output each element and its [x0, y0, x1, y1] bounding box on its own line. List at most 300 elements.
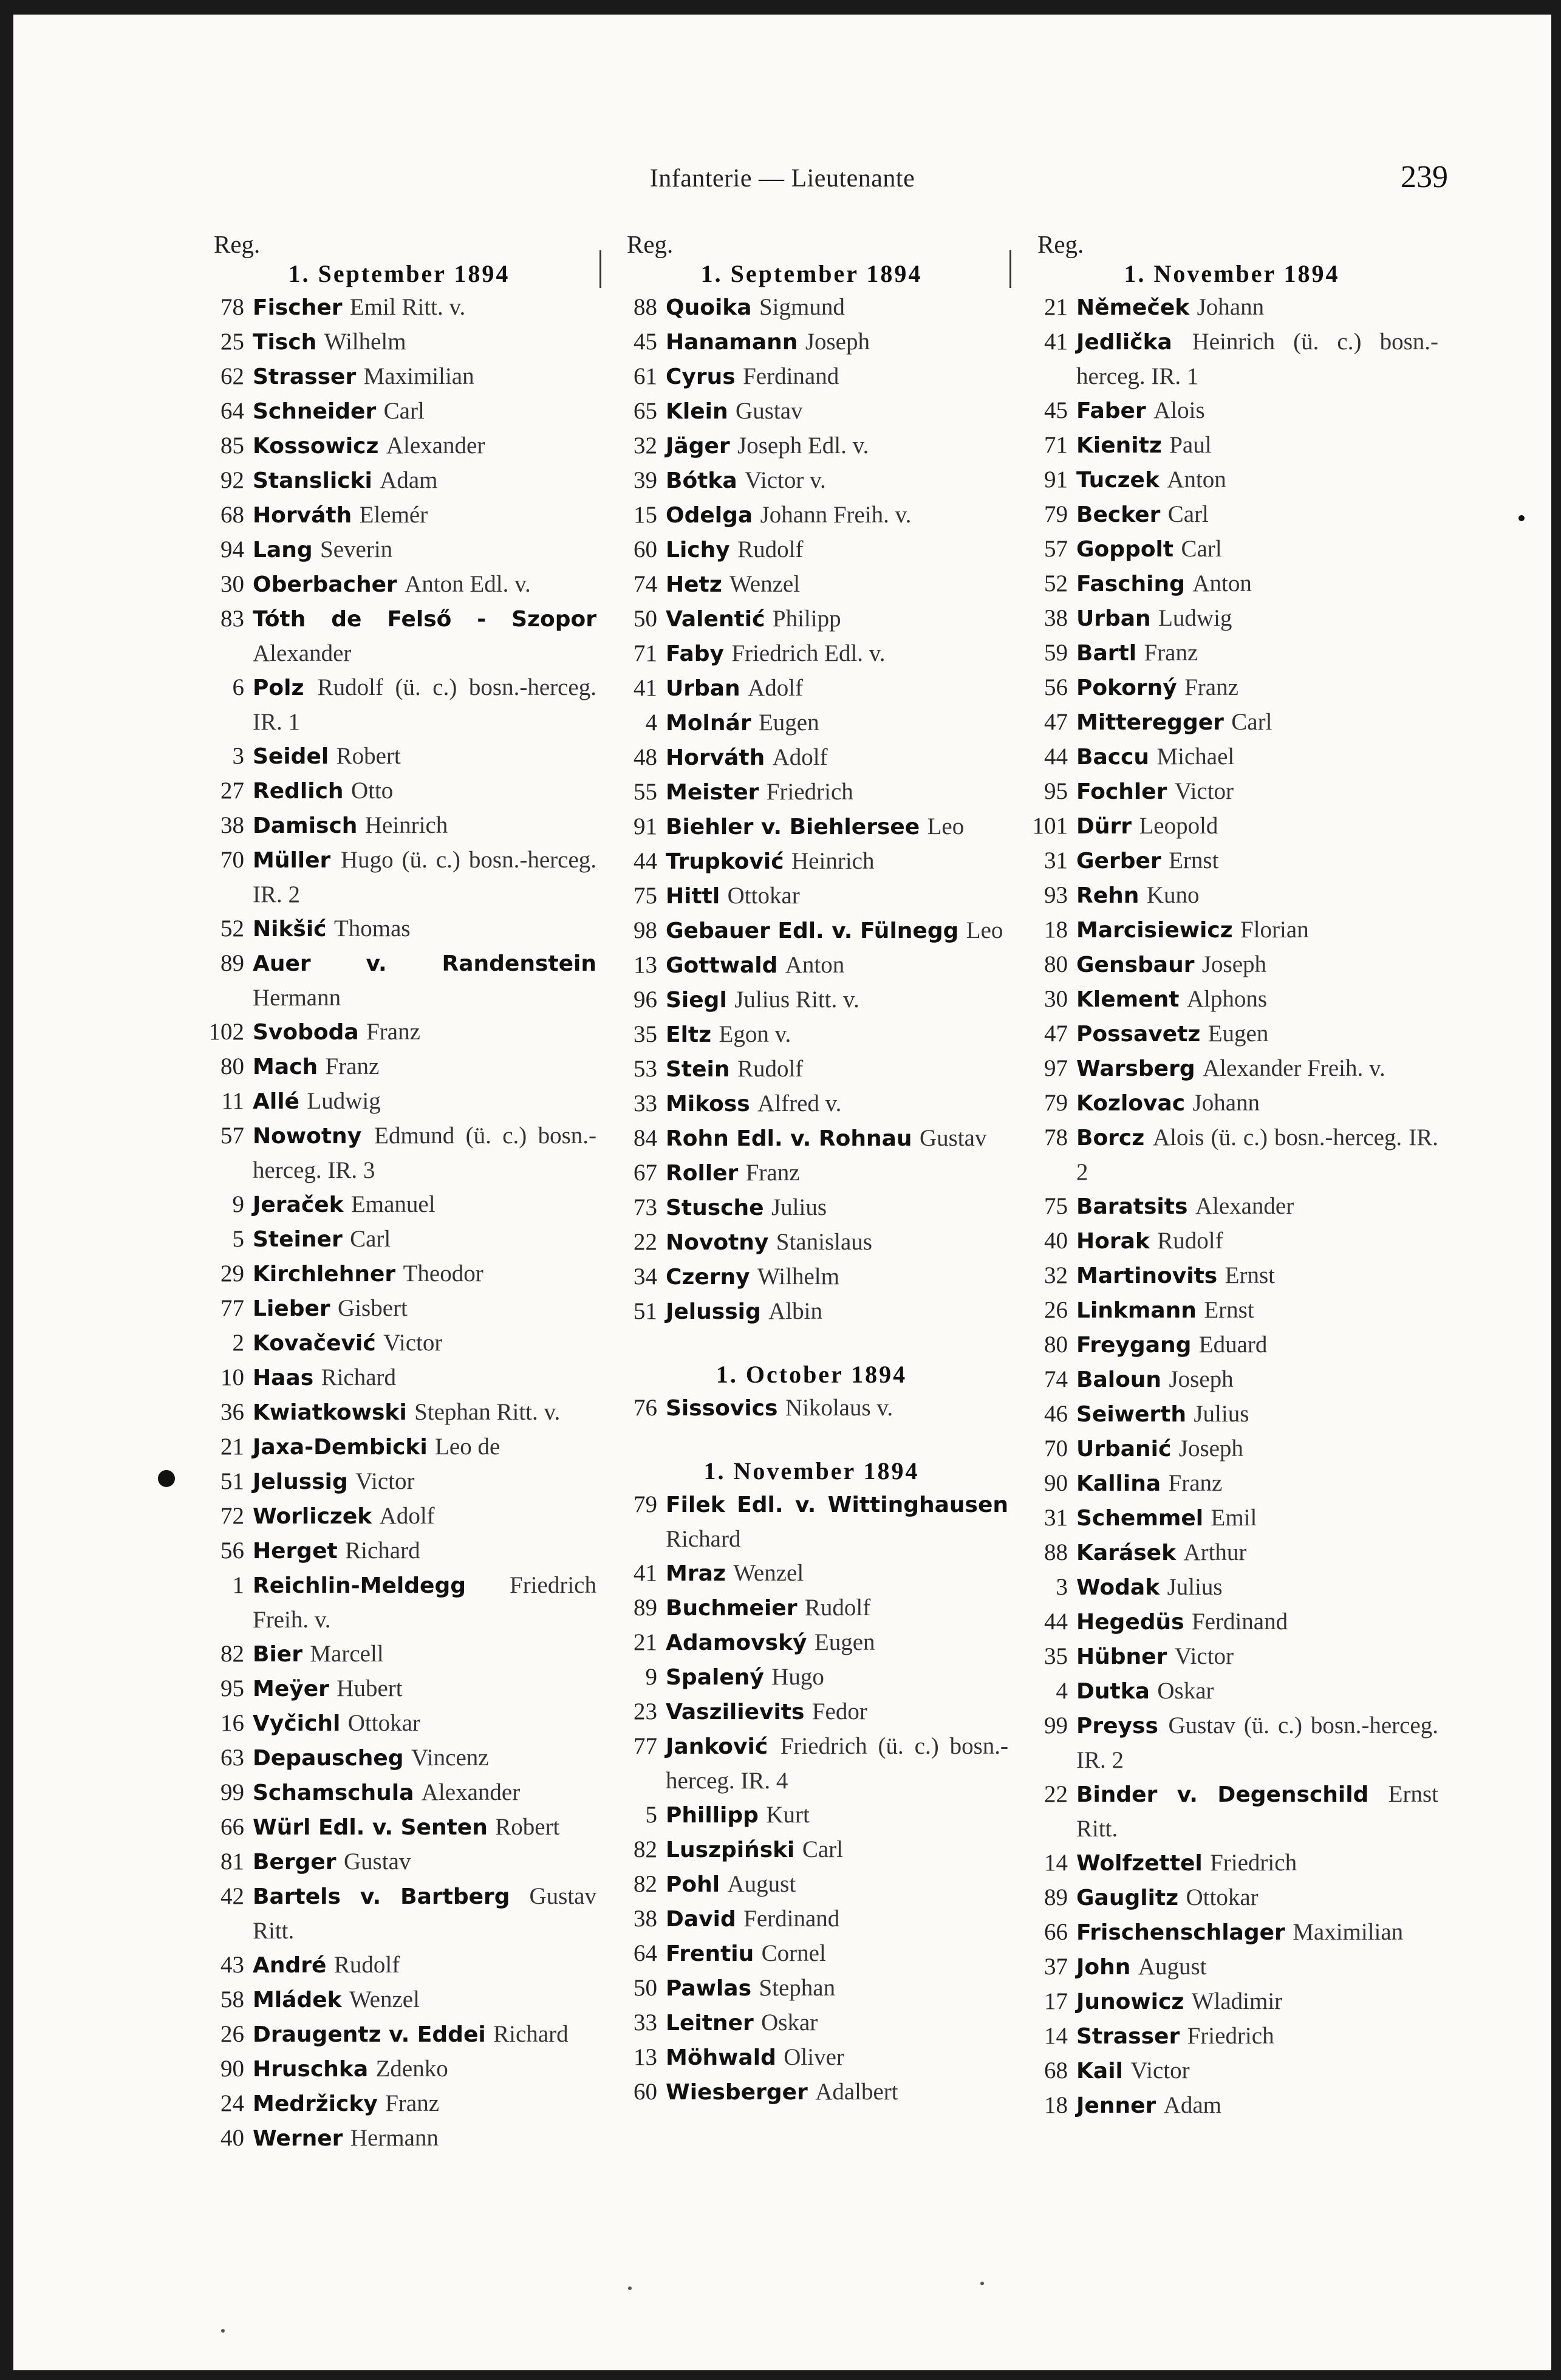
list-item: [615, 1591, 1008, 1626]
officer-surname: Odelga: [666, 503, 753, 528]
regiment-number: 89: [634, 1595, 657, 1621]
list-item: [1025, 775, 1438, 809]
officer-entry: [253, 602, 596, 671]
officer-given-names: Carl: [350, 1226, 391, 1252]
page-number: 239: [1401, 160, 1448, 194]
regiment-number: 72: [220, 1503, 244, 1529]
officer-entry: [1076, 1017, 1438, 1052]
list-item: [202, 1499, 596, 1534]
officer-surname: Oberbacher: [253, 572, 397, 597]
officer-entry: [253, 2087, 596, 2121]
officer-given-names: Franz: [1168, 1470, 1223, 1496]
regiment-number: 91: [634, 813, 657, 839]
list-item: [615, 1798, 1008, 1833]
list-item: [1025, 1881, 1438, 1915]
regiment-number: 76: [634, 1395, 657, 1421]
list-item: [615, 463, 1008, 498]
officer-given-names: Richard: [345, 1537, 420, 1564]
officer-surname: Kail: [1076, 2059, 1123, 2084]
list-item: [1025, 1709, 1438, 1777]
list-item: [615, 1052, 1008, 1087]
officer-given-names: Eugen: [814, 1629, 875, 1655]
officer-entry: [1076, 1846, 1438, 1881]
officer-surname: Gensbaur: [1076, 952, 1195, 977]
officer-entry: [1076, 2088, 1438, 2123]
regiment-number: 10: [220, 1364, 244, 1390]
officer-surname: Lang: [253, 538, 313, 563]
officer-given-names: Adam: [380, 467, 438, 493]
officer-entry: [1076, 1224, 1438, 1259]
regiment-number: 57: [1044, 536, 1068, 562]
regiment-number: 41: [1044, 329, 1068, 355]
list-item: [202, 809, 596, 843]
regiment-number: 32: [634, 433, 657, 459]
officer-given-names: Gisbert: [338, 1295, 408, 1321]
officer-entry: [1076, 532, 1438, 567]
officer-surname: Baccu: [1076, 745, 1150, 770]
officer-entry: [253, 809, 596, 843]
officer-given-names: Thomas: [333, 915, 411, 942]
regiment-number: 39: [634, 467, 657, 493]
list-item: [1025, 325, 1438, 394]
officer-entry: [666, 1556, 1008, 1591]
list-item: [1025, 532, 1438, 567]
officer-entry: [1076, 1189, 1438, 1224]
officer-given-names: Wladimir: [1191, 1988, 1283, 2014]
list-item: [615, 1260, 1008, 1294]
officer-entry: [1076, 1709, 1438, 1777]
officer-entry: [666, 983, 1008, 1017]
list-item: [202, 1534, 596, 1568]
officer-entry: [1076, 740, 1438, 775]
list-item: [615, 394, 1008, 429]
list-item: [615, 360, 1008, 394]
regiment-number: 80: [1044, 1332, 1068, 1358]
officer-entry: [666, 2040, 1008, 2075]
officer-surname: Kovačević: [253, 1331, 376, 1356]
officer-entry: [666, 775, 1008, 810]
officer-entry: [1076, 1605, 1438, 1640]
officer-given-names: Rudolf: [737, 1056, 804, 1082]
officer-entry: [666, 948, 1008, 983]
list-item: [1025, 1224, 1438, 1259]
officer-given-names: Michael: [1156, 744, 1235, 770]
officer-entry: [253, 394, 596, 429]
officer-entry: [1076, 1121, 1438, 1189]
officer-given-names: Alois: [1153, 397, 1205, 423]
list-item: [615, 1121, 1008, 1156]
list-item: [202, 1741, 596, 1776]
officer-given-names: Victor: [383, 1330, 443, 1356]
column-left: [202, 231, 596, 2156]
officer-entry: [253, 1534, 596, 1568]
officer-surname: Bartl: [1076, 641, 1137, 666]
regiment-number: 45: [634, 329, 657, 355]
officer-surname: Möhwald: [666, 2045, 776, 2070]
officer-entry: [253, 1568, 596, 1637]
officer-surname: Pawlas: [666, 1976, 752, 2001]
officer-surname: Mach: [253, 1055, 318, 1079]
officer-entry: [1076, 1086, 1438, 1121]
officer-entry: [253, 1188, 596, 1222]
officer-given-names: Friedrich (ü. c.) bosn.-herceg. IR. 4: [666, 1733, 1008, 1794]
officer-surname: Meister: [666, 780, 759, 805]
officer-entry: [1076, 844, 1438, 878]
officer-entry: [666, 325, 1008, 360]
list-item: [1025, 878, 1438, 913]
officer-given-names: Florian: [1240, 917, 1309, 943]
officer-entry: [253, 1257, 596, 1291]
officer-given-names: Ottokar: [727, 883, 800, 909]
officer-entry: [666, 498, 1008, 533]
officer-entry: [253, 1291, 596, 1326]
list-item: [1025, 809, 1438, 844]
section-heading: 1. November 1894: [703, 1457, 920, 1485]
list-item: [615, 1156, 1008, 1191]
officer-given-names: Albin: [768, 1298, 822, 1324]
officer-surname: Quoika: [666, 295, 752, 320]
officer-surname: Urban: [666, 676, 740, 701]
column-right: [1025, 231, 1438, 2123]
officer-surname: Polz: [253, 675, 304, 700]
officer-surname: Valentić: [666, 607, 765, 632]
officer-surname: Tuczek: [1076, 468, 1160, 493]
list-item: [1025, 1189, 1438, 1224]
officer-entry: [666, 844, 1008, 879]
officer-surname: Goppolt: [1076, 537, 1174, 562]
regiment-number: 46: [1044, 1401, 1068, 1427]
officer-surname: Kirchlehner: [253, 1262, 396, 1287]
officer-entry: [1076, 671, 1438, 705]
list-item: [615, 1087, 1008, 1121]
officer-given-names: Heinrich: [791, 848, 875, 874]
officer-given-names: Victor: [1174, 778, 1234, 804]
officer-entry: [666, 2006, 1008, 2040]
officer-given-names: Carl: [1181, 536, 1222, 562]
officer-entry: [1076, 1432, 1438, 1466]
regiment-number: 95: [1044, 778, 1068, 804]
officer-entry: [1076, 705, 1438, 740]
officer-surname: Jaxa-Dembicki: [253, 1435, 428, 1460]
list-item: [1025, 2054, 1438, 2088]
officer-entry: [666, 1833, 1008, 1867]
officer-entry: [253, 429, 596, 463]
regiment-number: 3: [232, 743, 244, 769]
list-item: [615, 2075, 1008, 2110]
officer-entry: [1076, 325, 1438, 394]
officer-given-names: Julius: [1167, 1574, 1223, 1600]
officer-entry: [666, 706, 1008, 740]
officer-surname: Leitner: [666, 2011, 754, 2036]
officer-given-names: Friedrich: [766, 779, 853, 805]
officer-entry: [666, 2075, 1008, 2110]
regiment-number: 26: [220, 2021, 244, 2047]
officer-given-names: Theodor: [403, 1260, 483, 1287]
officer-entry: [1076, 775, 1438, 809]
list-item: [202, 1050, 596, 1084]
list-item: [615, 290, 1008, 325]
reg-label: Reg.: [1037, 230, 1084, 258]
officer-surname: Redlich: [253, 779, 344, 804]
officer-surname: Fochler: [1076, 779, 1167, 804]
officer-surname: Bótka: [666, 468, 737, 493]
regiment-number: 13: [634, 2044, 657, 2070]
officer-given-names: Emil: [1211, 1505, 1257, 1531]
officer-given-names: Adalbert: [815, 2079, 898, 2105]
officer-surname: Fasching: [1076, 572, 1185, 597]
regiment-number: 82: [220, 1641, 244, 1667]
regiment-number: 16: [220, 1710, 244, 1736]
regiment-number: 64: [634, 1940, 657, 1966]
officer-entry: [666, 1971, 1008, 2006]
list-item: [202, 774, 596, 809]
officer-surname: Wodak: [1076, 1575, 1160, 1600]
officer-surname: Hruschka: [253, 2057, 369, 2082]
officer-surname: Steiner: [253, 1227, 343, 1252]
officer-given-names: Alfred v.: [757, 1090, 842, 1116]
officer-surname: Allé: [253, 1089, 299, 1114]
officer-surname: Herget: [253, 1539, 338, 1564]
officer-given-names: Ludwig: [307, 1088, 381, 1114]
regiment-number: 58: [220, 1986, 244, 2012]
list-item: [1025, 1777, 1438, 1846]
regiment-number: 34: [634, 1264, 657, 1290]
regiment-number: 81: [220, 1848, 244, 1875]
list-item: [202, 1879, 596, 1948]
officer-entry: [1076, 948, 1438, 982]
officer-given-names: Ernst: [1225, 1262, 1275, 1288]
officer-surname: Urbanić: [1076, 1437, 1172, 1462]
officer-given-names: Carl: [1167, 501, 1209, 527]
officer-surname: Horváth: [666, 745, 765, 770]
officer-given-names: Franz: [325, 1053, 380, 1079]
officer-surname: Warsberg: [1076, 1056, 1195, 1081]
list-item: [202, 1568, 596, 1637]
officer-surname: Mraz: [666, 1561, 726, 1586]
officer-surname: Meÿer: [253, 1677, 329, 1701]
officer-surname: Mikoss: [666, 1092, 750, 1116]
regiment-number: 2: [232, 1330, 244, 1356]
regiment-number: 45: [1044, 397, 1068, 423]
running-title: Infanterie — Lieutenante: [649, 165, 915, 193]
officer-given-names: Egon v.: [719, 1021, 791, 1047]
officer-given-names: Johann: [1192, 1090, 1260, 1116]
officer-surname: Marcisiewicz: [1076, 918, 1233, 943]
officer-surname: Strasser: [253, 364, 357, 389]
entry-list: [202, 290, 596, 2156]
officer-given-names: Ferdinand: [1191, 1609, 1288, 1635]
officer-given-names: Stephan Ritt. v.: [414, 1399, 561, 1425]
officer-given-names: Julius: [1194, 1401, 1249, 1427]
regiment-number: 3: [1056, 1574, 1068, 1600]
officer-entry: [253, 1776, 596, 1810]
officer-surname: Bier: [253, 1642, 302, 1667]
list-item: [202, 290, 596, 325]
page-speck: [628, 2286, 632, 2290]
officer-given-names: Sigmund: [759, 294, 845, 320]
officer-entry: [253, 2121, 596, 2156]
list-item: [202, 1465, 596, 1499]
officer-surname: Luszpiński: [666, 1838, 795, 1862]
regiment-number: 14: [1044, 2023, 1068, 2049]
officer-given-names: Hugo: [771, 1664, 824, 1690]
officer-entry: [1076, 601, 1438, 636]
list-item: [202, 946, 596, 1015]
list-item: [1025, 913, 1438, 948]
officer-given-names: Wenzel: [733, 1560, 804, 1586]
list-item: [202, 1948, 596, 1983]
officer-given-names: Alexander: [386, 433, 485, 459]
regiment-number: 92: [220, 467, 244, 493]
officer-entry: [253, 1084, 596, 1119]
regiment-number: 26: [1044, 1297, 1068, 1323]
officer-entry: [1076, 982, 1438, 1017]
officer-entry: [666, 637, 1008, 671]
officer-entry: [1076, 913, 1438, 948]
list-item: [202, 567, 596, 602]
officer-entry: [253, 2052, 596, 2087]
officer-given-names: Hermann: [350, 2125, 439, 2151]
officer-surname: Rohn Edl. v. Rohnau: [666, 1126, 912, 1151]
margin-dot-mark: [1518, 515, 1525, 521]
officer-given-names: Joseph: [1201, 951, 1267, 977]
officer-entry: [666, 533, 1008, 567]
officer-entry: [1076, 394, 1438, 428]
regiment-number: 94: [220, 536, 244, 563]
list-item: [615, 810, 1008, 844]
list-item: [202, 2017, 596, 2052]
list-item: [1025, 636, 1438, 671]
section-heading: 1. November 1894: [1124, 260, 1340, 287]
regiment-number: 98: [634, 917, 657, 943]
officer-entry: [666, 879, 1008, 914]
list-item: [615, 1695, 1008, 1729]
list-item: [1025, 1363, 1438, 1397]
officer-surname: Gauglitz: [1076, 1886, 1179, 1910]
regiment-number: 57: [220, 1123, 244, 1149]
officer-given-names: Joseph: [1178, 1435, 1243, 1462]
list-item: [202, 325, 596, 360]
reg-label: Reg.: [214, 230, 261, 258]
list-item: [615, 879, 1008, 914]
regiment-number: 18: [1044, 917, 1068, 943]
list-item: [1025, 567, 1438, 601]
officer-surname: Karásek: [1076, 1541, 1177, 1565]
regiment-number: 80: [220, 1053, 244, 1079]
regiment-number: 21: [1044, 294, 1068, 320]
officer-entry: [666, 1391, 1008, 1426]
officer-given-names: Joseph: [805, 329, 870, 355]
officer-entry: [666, 1488, 1008, 1556]
list-item: [615, 567, 1008, 602]
regiment-number: 82: [634, 1836, 657, 1862]
regiment-number: 35: [634, 1021, 657, 1047]
officer-surname: Sissovics: [666, 1396, 778, 1421]
regiment-number: 41: [634, 675, 657, 701]
officer-entry: [1076, 1466, 1438, 1501]
officer-surname: Medržicky: [253, 2091, 378, 2116]
officer-surname: Horak: [1076, 1229, 1150, 1254]
list-item: [1025, 428, 1438, 463]
officer-given-names: Adolf: [748, 675, 804, 701]
regiment-number: 84: [634, 1125, 657, 1151]
regiment-number: 77: [634, 1733, 657, 1759]
officer-surname: Biehler v. Biehlersee: [666, 815, 920, 839]
officer-given-names: Anton: [785, 952, 845, 978]
list-item: [202, 498, 596, 533]
list-item: [1025, 463, 1438, 498]
regiment-number: 60: [634, 2079, 657, 2105]
officer-given-names: Rudolf (ü. c.) bosn.-herceg. IR. 1: [253, 674, 596, 735]
officer-surname: Hanamann: [666, 330, 798, 355]
officer-given-names: Johann: [1197, 294, 1265, 320]
officer-surname: Depauscheg: [253, 1746, 404, 1771]
officer-given-names: Franz: [366, 1019, 420, 1045]
officer-surname: Trupković: [666, 849, 784, 874]
list-item: [1025, 1536, 1438, 1570]
regiment-number: 47: [1044, 1021, 1068, 1047]
regiment-number: 78: [1044, 1124, 1068, 1151]
list-item: [202, 1361, 596, 1395]
list-item: [615, 1937, 1008, 1971]
officer-given-names: Ernst Ritt.: [1076, 1781, 1438, 1842]
regiment-number: 56: [220, 1537, 244, 1564]
list-item: [615, 1488, 1008, 1556]
officer-surname: Horváth: [253, 503, 352, 528]
officer-given-names: Johann Freih. v.: [760, 502, 912, 528]
regiment-number: 96: [634, 987, 657, 1013]
officer-given-names: Gustav: [919, 1125, 987, 1151]
officer-surname: Auer v. Randenstein: [253, 951, 596, 976]
section-heading: 1. September 1894: [288, 260, 510, 287]
regiment-number: 75: [1044, 1193, 1068, 1219]
regiment-number: 82: [634, 1871, 657, 1897]
list-item: [615, 1626, 1008, 1660]
officer-given-names: Elemér: [359, 502, 428, 528]
ink-blot-mark: [158, 1470, 175, 1487]
officer-given-names: Franz: [1144, 640, 1198, 666]
officer-surname: Němeček: [1076, 295, 1190, 320]
officer-given-names: Robert: [495, 1814, 560, 1840]
officer-given-names: Rudolf: [1157, 1228, 1223, 1254]
officer-surname: Gerber: [1076, 849, 1161, 874]
officer-given-names: Ferdinand: [743, 1906, 840, 1932]
officer-entry: [666, 1937, 1008, 1971]
officer-given-names: Ottokar: [1186, 1884, 1259, 1910]
officer-entry: [253, 463, 596, 498]
officer-surname: Frischenschlager: [1076, 1920, 1285, 1945]
officer-given-names: Richard: [321, 1364, 397, 1390]
list-item: [202, 463, 596, 498]
document-page: [13, 15, 1551, 2370]
list-item: [615, 1729, 1008, 1798]
officer-given-names: Friedrich: [1210, 1850, 1297, 1876]
regiment-number: 21: [220, 1434, 244, 1460]
regiment-number: 14: [1044, 1850, 1068, 1876]
officer-given-names: Joseph: [1169, 1366, 1234, 1392]
regiment-number: 50: [634, 606, 657, 632]
officer-given-names: Anton: [1167, 467, 1226, 493]
entry-list: [615, 1391, 1008, 1426]
officer-entry: [666, 1591, 1008, 1626]
list-item: [1025, 982, 1438, 1017]
officer-entry: [253, 843, 596, 912]
officer-surname: Adamovský: [666, 1630, 807, 1655]
officer-surname: Pohl: [666, 1872, 720, 1897]
officer-surname: Fischer: [253, 295, 343, 320]
officer-entry: [666, 1087, 1008, 1121]
officer-surname: Gottwald: [666, 953, 778, 978]
